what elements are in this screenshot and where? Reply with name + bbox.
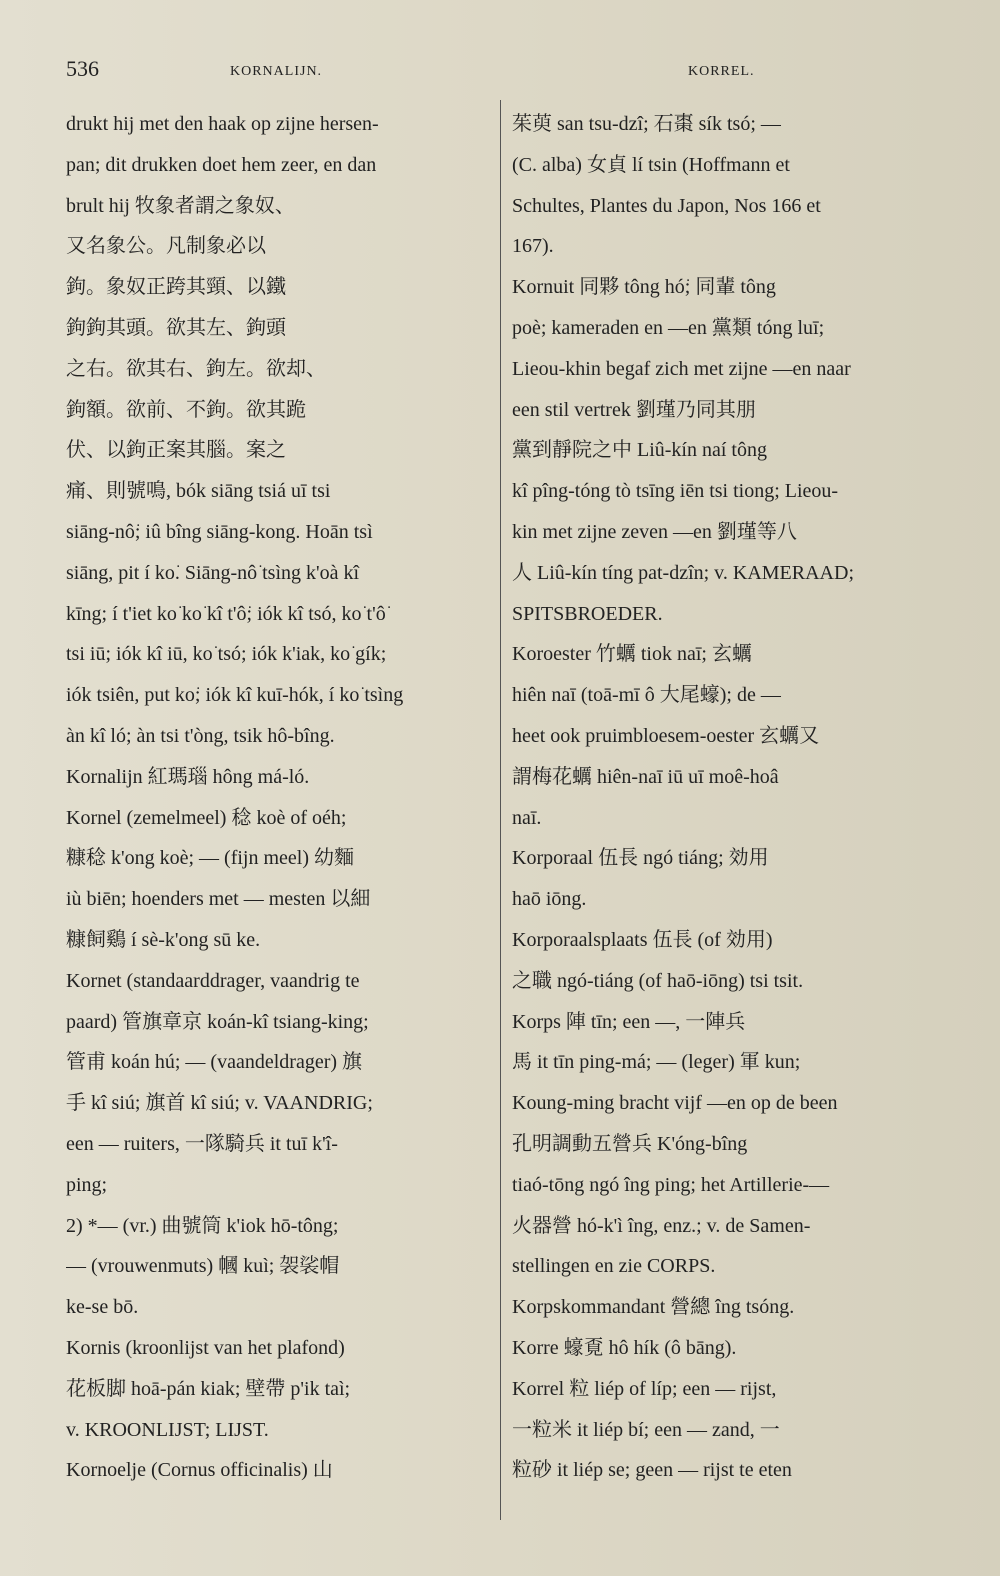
entry-kornoelje: Kornoelje (Cornus officinalis) 山 <box>66 1459 333 1482</box>
text-line: naī. <box>512 806 542 829</box>
text-line: ke-se bō. <box>66 1296 139 1319</box>
left-column <box>66 104 486 1491</box>
text-line: 又名象公。凡制象必以 <box>66 235 266 258</box>
text-line: 之職 ngó-tiáng (of haō-iōng) tsi tsit. <box>512 969 804 992</box>
text-line: 之右。欲其右、鉤左。欲却、 <box>66 357 326 380</box>
text-line: 鉤鉤其頭。欲其左、鉤頭 <box>66 316 286 339</box>
text-line: drukt hij met den haak op zijne hersen- <box>66 113 379 135</box>
text-line: 粒砂 it liép se; geen — rijst te eten <box>512 1459 792 1482</box>
page-number: 536 <box>66 56 99 81</box>
text-line: 手 kî siú; 旗首 kî siú; v. VAANDRIG; <box>66 1092 373 1115</box>
text-line: een stil vertrek 劉瑾乃同其朋 <box>512 398 756 421</box>
text-line: 茱萸 san tsu-dzî; 石棗 sík tsó; — <box>512 113 781 135</box>
column-divider <box>500 100 501 1520</box>
text-line: 孔明調動五營兵 K'óng-bîng <box>512 1132 748 1155</box>
entry-korre: Korre 蠔覔 hô hík (ô bāng). <box>512 1336 737 1359</box>
right-column <box>512 104 932 1491</box>
text-line: haō iōng. <box>512 888 587 911</box>
text-line: ping; <box>66 1173 108 1196</box>
text-line: 糠飼鷄 í sè-k'ong sū ke. <box>66 928 261 951</box>
text-line: 糠稔 k'ong koè; — (fijn meel) 幼麵 <box>66 847 354 870</box>
text-line: 馬 it tīn ping-má; — (leger) 軍 kun; <box>512 1051 801 1074</box>
text-line: 人 Liû-kín tíng pat-dzîn; v. KAMERAAD; <box>512 561 855 584</box>
text-line: 2) *— (vr.) 曲號筒 k'iok hō-tông; <box>66 1214 339 1237</box>
text-line: stellingen en zie CORPS. <box>512 1255 716 1278</box>
entry-kornalijn: Kornalijn 紅瑪瑙 hông má-ló. <box>66 765 310 788</box>
text-line: iók tsiên, put ko͘; iók kî kuī-hók, í ko͘ tsìng <box>66 684 404 707</box>
text-line: Schultes, Plantes du Japon, Nos 166 et <box>512 194 821 217</box>
text-line: pan; dit drukken doet hem zeer, en dan <box>66 153 377 176</box>
entry-kornuit: Kornuit 同夥 tông hó͘; 同輩 tông <box>512 276 776 299</box>
entry-koroester: Koroester 竹蠣 tiok naī; 玄蠣 <box>512 643 752 666</box>
text-line: kî pîng-tóng tò tsīng iēn tsi tiong; Lieou- <box>512 480 839 503</box>
text-line: tiaó-tōng ngó îng ping; het Artillerie-— <box>512 1173 830 1196</box>
entry-korrel: Korrel 粒 liép of líp; een — rijst, <box>512 1377 777 1400</box>
running-head-left: KORNALIJN. <box>230 64 323 79</box>
text-line: 痛、則號鳴, bók siāng tsiá uī tsi <box>66 480 331 503</box>
text-line: (C. alba) 女貞 lí tsin (Hoffmann et <box>512 153 790 176</box>
text-line: brult hij 牧象者謂之象奴、 <box>66 194 295 217</box>
text-line: 花板脚 hoā-pán kiak; 壁帶 p'ik taì; <box>66 1377 351 1400</box>
entry-korpskommandant: Korpskommandant 營總 îng tsóng. <box>512 1296 795 1319</box>
entry-kornet: Kornet (standaarddrager, vaandrig te <box>66 969 360 992</box>
text-line: 黨到靜院之中 Liû-kín naí tông <box>512 439 767 462</box>
entry-korporaalsplaats: Korporaalsplaats 伍長 (of 効用) <box>512 928 773 951</box>
text-line: siāng, pit í ko͘. Siāng-nô͘ tsìng k'oà kî <box>66 561 360 584</box>
running-head-right: KORREL. <box>688 64 755 79</box>
text-line: — (vrouwenmuts) 幗 kuì; 袈裟帽 <box>66 1255 340 1278</box>
text-line: 伏、以鉤正案其腦。案之 <box>66 439 286 462</box>
text-line: SPITSBROEDER. <box>512 602 663 625</box>
entry-kornel: Kornel (zemelmeel) 稔 koè of oéh; <box>66 806 347 829</box>
text-line: 一粒米 it liép bí; een — zand, 一 <box>512 1418 780 1441</box>
text-line: àn kî ló; àn tsi t'òng, tsik hô-bîng. <box>66 724 335 747</box>
text-line: 鉤額。欲前、不鉤。欲其跪 <box>66 398 306 421</box>
entry-korporaal: Korporaal 伍長 ngó tiáng; 効用 <box>512 847 769 870</box>
text-line: 謂梅花蠣 hiên-naī iū uī moê-hoâ <box>512 765 779 788</box>
entry-kornis: Kornis (kroonlijst van het plafond) <box>66 1336 345 1359</box>
entry-korps: Korps 陣 tīn; een —, 一陣兵 <box>512 1010 746 1033</box>
text-line: 167). <box>512 235 554 258</box>
text-line: 鉤。象奴正跨其頸、以鐵 <box>66 276 286 299</box>
text-line: siāng-nô͘; iû bîng siāng-kong. Hoān tsì <box>66 520 373 543</box>
text-line: v. KROONLIJST; LIJST. <box>66 1418 269 1441</box>
text-line: tsi iū; iók kî iū, ko͘ tsó; iók k'iak, ko͘ gík; <box>66 643 387 666</box>
text-line: heet ook pruimbloesem-oester 玄蠣又 <box>512 724 820 747</box>
text-line: iù biēn; hoenders met — mesten 以細 <box>66 888 371 911</box>
text-line: poè; kameraden en —en 黨類 tóng luī; <box>512 316 825 339</box>
text-line: Lieou-khin begaf zich met zijne —en naar <box>512 357 851 380</box>
text-line: 火器營 hó-k'ì îng, enz.; v. de Samen- <box>512 1214 811 1237</box>
text-line: kīng; í t'iet ko͘ ko͘ kî t'ô͘; iók kî tsó, ko͘ t'ô͘ <box>66 602 386 625</box>
text-line: een — ruiters, 一隊騎兵 it tuī k'î- <box>66 1132 338 1155</box>
text-line: paard) 管旗章京 koán-kî tsiang-king; <box>66 1010 369 1033</box>
text-line: 管甫 koán hú; — (vaandeldrager) 旗 <box>66 1051 363 1074</box>
text-line: kin met zijne zeven —en 劉瑾等八 <box>512 520 797 543</box>
text-line: hiên naī (toā-mī ô 大尾蠔); de — <box>512 684 781 707</box>
text-line: Koung-ming bracht vijf —en op de been <box>512 1092 838 1115</box>
